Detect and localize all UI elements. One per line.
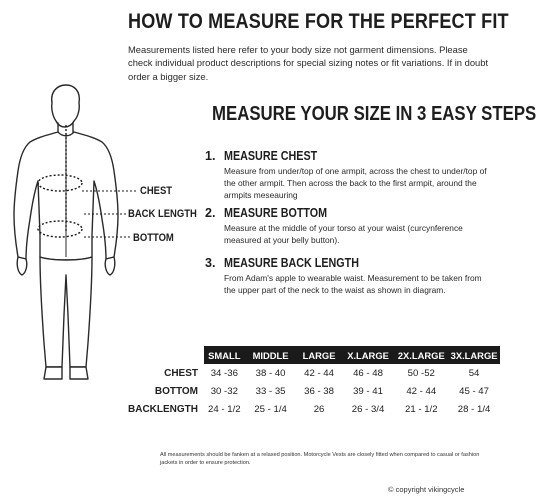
- table-cell: 34 -36: [210, 367, 238, 379]
- row-label-backlength: BACKLENGTH: [128, 403, 198, 415]
- table-cell: 42 - 44: [304, 367, 334, 379]
- step-3-title: MEASURE BACK LENGTH: [224, 256, 359, 270]
- head-outline: [52, 85, 80, 127]
- left-hand: [17, 257, 27, 275]
- table-cell: 36 - 38: [304, 385, 334, 397]
- step-1-title: MEASURE CHEST: [224, 149, 318, 163]
- table-cell: 24 - 1/2: [208, 403, 241, 415]
- col-header-3xlarge: 3X.LARGE: [448, 346, 500, 364]
- size-chart-table: [128, 346, 500, 418]
- table-cell: 26 - 3/4: [351, 403, 385, 415]
- chest-label: CHEST: [140, 185, 173, 197]
- table-cell: 42 - 44: [406, 385, 437, 397]
- bottom-label: BOTTOM: [133, 232, 174, 244]
- intro-text: Measurements listed here refer to your body size not garment dimensions. Please check individual product descriptions for special sizing notes or fit variations. If in doubt order a bigger size.: [128, 44, 489, 82]
- table-cell: 30 -32: [210, 385, 238, 397]
- step-1-number: 1.: [205, 149, 216, 163]
- section-subtitle: MEASURE YOUR SIZE IN 3 EASY STEPS: [212, 103, 536, 125]
- step-1-description: Measure from under/top of one armpit, across the chest to under/top of the other armpit. Then across the back to the first armpit, around the armpits meseauring: [224, 166, 487, 200]
- table-corner-cell: [128, 346, 204, 364]
- table-cell: 46 - 48: [353, 367, 383, 379]
- col-header-middle: MIDDLE: [245, 346, 297, 364]
- table-row: [128, 364, 500, 382]
- col-header-large: LARGE: [296, 346, 341, 364]
- col-header-xlarge: X.LARGE: [342, 346, 395, 364]
- table-header-row: [128, 346, 500, 364]
- step-2-title: MEASURE BOTTOM: [224, 206, 328, 220]
- step-2-description: Measure at the middle of your torso at your waist (curcynference measured at your belly button).: [224, 223, 463, 245]
- back-length-label: BACK LENGTH: [128, 208, 197, 220]
- table-row: [128, 400, 500, 418]
- col-header-2xlarge: 2X.LARGE: [394, 346, 448, 364]
- body-silhouette-figure: [0, 85, 130, 385]
- step-3-description: From Adam's apple to wearable waist. Measurement to be taken from the upper part of the neck to the waist as shown in diagram.: [224, 273, 482, 295]
- step-2-number: 2.: [205, 206, 216, 220]
- pants-outline: [40, 257, 92, 367]
- table-cell: 38 - 40: [255, 367, 286, 379]
- table-row: [128, 382, 500, 400]
- footer-note: All measurements should be fanken at a relaxed position. Motorcycle Vests are closely fitted when compared to casual or fashion jackets in order to ensure protection.: [160, 452, 480, 466]
- table-cell: 50 -52: [407, 367, 435, 379]
- table-cell: 21 - 1/2: [405, 403, 438, 415]
- table-cell: 28 - 1/4: [457, 403, 491, 415]
- left-shoe: [44, 367, 62, 379]
- table-cell: 45 - 47: [459, 385, 489, 397]
- table-cell: 54: [468, 367, 480, 379]
- copyright-text: © copyright vikingcycle: [388, 485, 465, 494]
- page-title: HOW TO MEASURE FOR THE PERFECT FIT: [128, 10, 509, 33]
- table-cell: 25 - 1/4: [254, 403, 287, 415]
- col-header-small: SMALL: [204, 346, 245, 364]
- row-label-bottom: BOTTOM: [154, 385, 198, 397]
- table-cell: 26: [313, 403, 325, 415]
- right-hand: [105, 257, 115, 275]
- table-cell: 33 - 35: [255, 385, 286, 397]
- step-3-number: 3.: [205, 256, 216, 270]
- table-cell: 39 - 41: [353, 385, 383, 397]
- right-shoe: [70, 367, 88, 379]
- row-label-chest: CHEST: [164, 367, 198, 379]
